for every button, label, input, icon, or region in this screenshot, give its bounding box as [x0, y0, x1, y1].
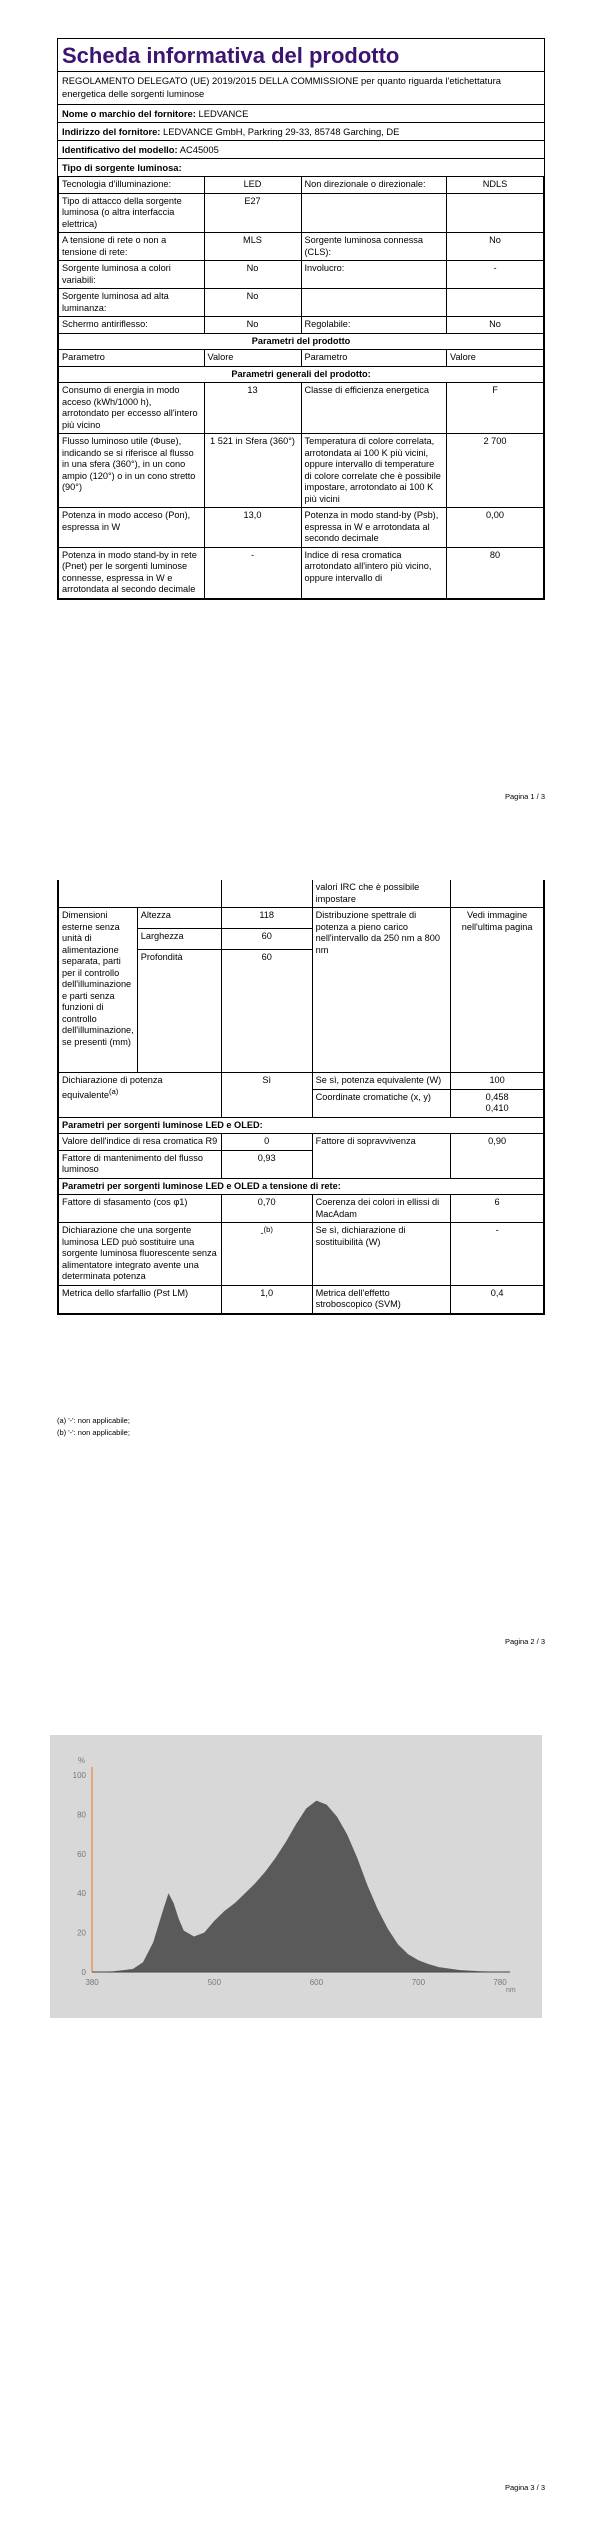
table-row: Dichiarazione che una sorgente luminosa LED può sostituire una sorgente luminosa fluorescente senza alimentatore integrato avente una determinata potenza -$^{(b)}$ Se sì, dichiarazione di sostituibilità (W) -	[59, 1223, 544, 1286]
footnote-a: (a) '-': non applicabile;	[57, 1416, 130, 1425]
table-row: Sorgente luminosa a colori variabili: No Involucro: -	[59, 261, 544, 289]
spectral-distribution-chart	[50, 1735, 542, 2018]
y-tick-label: 80	[77, 1810, 86, 1820]
x-tick-label: 780	[493, 1978, 507, 1987]
table-row: Coordinate cromatiche (x, y) 0,458 0,410	[59, 1089, 544, 1117]
table-row: Sorgente luminosa ad alta luminanza: No	[59, 289, 544, 317]
table-row: Tecnologia d'illuminazione: LED Non direzionale o direzionale: NDLS	[59, 177, 544, 194]
page-title: Scheda informativa del prodotto	[58, 39, 544, 72]
model-id: AC45005	[179, 144, 219, 156]
y-tick-label: 0	[81, 1968, 86, 1977]
table-row: Dimensioni esterne senza unità di alimentazione separata, parti per il controllo dell'illuminazione e parti senza funzioni di controllo dell'illuminazione, se presenti (mm) Altezza 118 Distribuzione spettrale di potenza a pieno carico nell'intervallo da 250 nm a 800 nm Vedi immagine nell'ultima pagina	[59, 908, 544, 929]
section-header: Parametri per sorgenti luminose LED e OLED a tensione di rete:	[59, 1178, 544, 1195]
footnote-b: (b) '-': non applicabile;	[57, 1428, 130, 1437]
x-tick-label: 600	[309, 1978, 324, 1987]
section-header: Parametri generali del prodotto:	[59, 366, 544, 383]
supplier-name: LEDVANCE	[198, 108, 249, 120]
table-row: Tipo di attacco della sorgente luminosa (o altra interfaccia elettrica) E27	[59, 193, 544, 233]
section-header: Parametri del prodotto	[59, 333, 544, 350]
x-axis-unit: nm	[506, 1987, 516, 1994]
page-number: Pagina 2 / 3	[504, 1637, 545, 1646]
footnotes	[57, 1415, 130, 1439]
table-row: Metrica dello sfarfallio (Pst LM) 1,0 Metrica dell'effetto stroboscopico (SVM) 0,4	[59, 1285, 544, 1313]
x-tick-label: 380	[85, 1978, 99, 1987]
regulation-text: REGOLAMENTO DELEGATO (UE) 2019/2015 DELLA COMMISSIONE per quanto riguarda l'etichettatura energetica delle sorgenti luminose	[58, 72, 544, 105]
column-headers: Parametro Valore Parametro Valore	[59, 350, 544, 367]
section-header: Parametri per sorgenti luminose LED e OLED:	[59, 1117, 544, 1134]
page-number: Pagina 3 / 3	[504, 2483, 545, 2492]
product-sheet-page-2	[57, 880, 545, 1315]
table-row: Flusso luminoso utile (Φuse), indicando se si riferisce al flusso in una sfera (360°), in un cono ampio (120°) o in un cono stretto (90°) 1 521 in Sfera (360°) Temperatura di colore correlata, arrotondata ai 100 K più vicini, oppure intervallo di temperature di colore correlate che è possibile impostare, arrotondato ai 100 K più vicini 2 700	[59, 434, 544, 508]
table-row: Larghezza 60	[59, 929, 544, 950]
table-row: Consumo di energia in modo acceso (kWh/1000 h), arrotondato per eccesso all'intero più vicino 13 Classe di efficienza energetica F	[59, 383, 544, 434]
table-row: Fattore di sfasamento (cos φ1) 0,70 Coerenza dei colori in ellissi di MacAdam 6	[59, 1195, 544, 1223]
y-tick-label: 60	[77, 1849, 86, 1859]
spectrum-area	[92, 1801, 500, 1972]
x-tick-label: 700	[411, 1978, 426, 1987]
model-row: Identificativo del modello: AC45005	[58, 141, 544, 159]
supplier-address-row: Indirizzo del fornitore: LEDVANCE GmbH, Parkring 29-33, 85748 Garching, DE	[58, 123, 544, 141]
product-table-2	[58, 880, 544, 1314]
supplier-name-row: Nome o marchio del fornitore: LEDVANCE	[58, 105, 544, 123]
table-row: Dichiarazione di potenza equivalente$^{(a)}$ Sì Se sì, potenza equivalente (W) 100	[59, 1073, 544, 1090]
source-type-header: Tipo di sorgente luminosa:	[62, 162, 182, 174]
y-tick-label: 100	[72, 1771, 86, 1780]
table-row: Potenza in modo stand-by in rete (Pnet) per le sorgenti luminose connesse, espressa in W e arrotondata al secondo decimale - Indice di resa cromatica arrotondato all'intero più vicino, oppure intervallo di 80	[59, 547, 544, 598]
table-row: valori IRC che è possibile impostare	[59, 880, 544, 908]
table-row: Schermo antiriflesso: No Regolabile: No	[59, 317, 544, 334]
table-row: Profondità 60	[59, 950, 544, 1073]
table-row: Fattore di mantenimento del flusso luminoso 0,93	[59, 1150, 544, 1178]
chart-svg	[50, 1735, 542, 2018]
table-row: A tensione di rete o non a tensione di rete: MLS Sorgente luminosa connessa (CLS): No	[59, 233, 544, 261]
x-tick-label: 500	[207, 1978, 222, 1987]
y-tick-label: 20	[77, 1928, 86, 1938]
y-tick-label: 40	[77, 1889, 86, 1899]
table-row: Valore dell'indice di resa cromatica R9 0 Fattore di sopravvivenza 0,90	[59, 1134, 544, 1151]
page-number: Pagina 1 / 3	[504, 792, 545, 801]
supplier-address: LEDVANCE GmbH, Parkring 29-33, 85748 Garching, DE	[163, 126, 400, 138]
table-row: Potenza in modo acceso (Pon), espressa in W 13,0 Potenza in modo stand-by (Psb), espressa in W e arrotondata al secondo decimale 0,00	[59, 508, 544, 548]
y-axis-unit: %	[78, 1756, 86, 1765]
